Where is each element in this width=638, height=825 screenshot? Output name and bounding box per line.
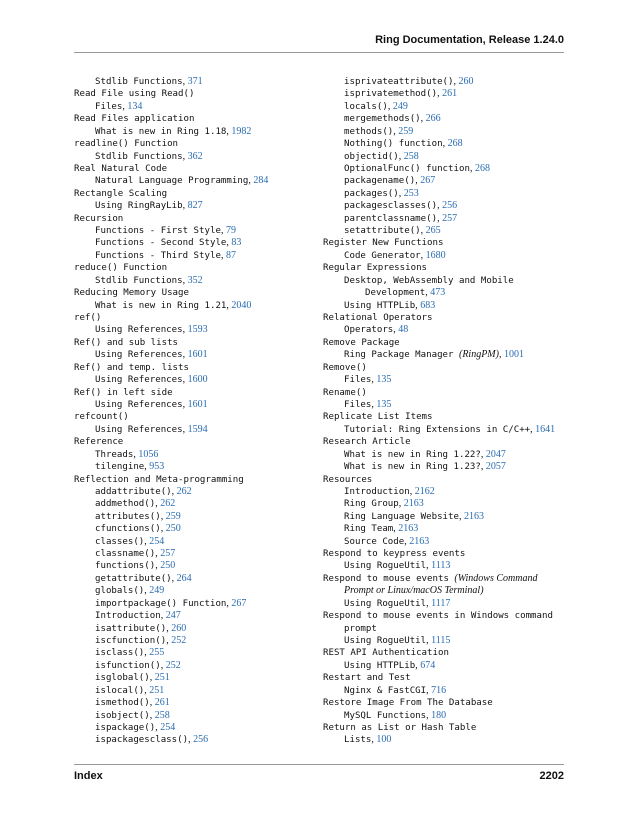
footer-rule: [74, 764, 564, 765]
page-reference-link[interactable]: 259: [398, 125, 414, 137]
index-subterm: Using References, 1601: [95, 398, 208, 410]
index-term: [74, 188, 310, 200]
index-term-label: iscfunction(): [95, 635, 167, 646]
index-subterm: ismethod(), 261: [95, 697, 170, 709]
index-subterm: Using RingRayLib, 827: [95, 200, 203, 212]
index-subterm: Files, 134: [95, 100, 143, 112]
index-term-label: Using HTTPLib: [344, 660, 416, 671]
index-term-label: What is new in Ring 1.22?: [344, 449, 481, 460]
index-term: [323, 387, 564, 399]
index-term-label: importpackage() Function: [95, 598, 227, 609]
index-subterm: Ring Language Website, 2163: [344, 510, 484, 522]
page-reference-link[interactable]: 1001: [503, 349, 524, 361]
index-term-label: Respond to mouse events: [323, 573, 455, 584]
page-reference-link[interactable]: 1641: [535, 423, 556, 435]
index-term-label: attributes(): [95, 511, 161, 522]
page-reference-link[interactable]: 371: [187, 76, 203, 87]
index-term: [74, 411, 310, 423]
index-subterm: isobject(), 258: [95, 709, 170, 721]
index-term: [323, 362, 564, 374]
index-term-label: Nginx & FastCGI: [344, 685, 427, 696]
index-subterm: Code Generator, 1680: [344, 249, 446, 261]
index-term-label: readline() Function: [74, 139, 179, 150]
index-subterm: isattribute(), 260: [95, 622, 187, 634]
index-term-label: Code Generator: [344, 250, 421, 261]
index-term: [74, 88, 310, 100]
index-subterm: locals(), 249: [344, 100, 408, 112]
index-subterm: objectid(), 258: [344, 150, 419, 162]
page-reference-link[interactable]: 264: [176, 572, 192, 584]
index-term-label: Using References: [95, 399, 183, 410]
index-term: [323, 262, 564, 274]
index-term-label: ref(): [74, 313, 102, 324]
index-term: [74, 387, 310, 399]
index-term-label: Files: [344, 399, 372, 410]
index-term: [74, 262, 310, 274]
index-subterm: methods(), 259: [344, 125, 414, 137]
index-subterm: attributes(), 259: [95, 510, 181, 522]
index-term-label: Using References: [95, 350, 183, 361]
index-subterm: functions(), 250: [95, 560, 176, 572]
index-term-label: Natural Language Programming: [95, 176, 249, 187]
index-subterm: Functions - First Style, 79: [95, 225, 236, 237]
index-subterm: What is new in Ring 1.22?, 2047: [344, 448, 506, 460]
index-term-label: Using References: [95, 375, 183, 386]
page-reference-link[interactable]: 2163: [463, 510, 484, 522]
index-term-label: Files: [344, 375, 372, 386]
page-reference-link[interactable]: 266: [425, 113, 441, 125]
page-reference-link[interactable]: 2163: [398, 523, 419, 535]
header-rule: [74, 52, 564, 53]
index-term-label: tilengine: [95, 462, 145, 473]
index-column-right: [323, 76, 564, 747]
index-term: [323, 474, 564, 486]
index-subterm: mergemethods(), 266: [344, 113, 441, 125]
page-reference-link[interactable]: 362: [187, 150, 203, 162]
index-term-label: Ring Language Website: [344, 511, 459, 522]
index-subterm: islocal(), 251: [95, 684, 165, 696]
index-term-label: Respond to mouse events in Windows command prompt: [323, 611, 553, 634]
index-term-label: packagesclasses(): [344, 201, 438, 212]
index-term-label: globals(): [95, 586, 145, 597]
page-reference-link[interactable]: 827: [187, 200, 203, 212]
index-term-label: Ref() and temp. lists: [74, 362, 189, 373]
index-subterm: isprivatemethod(), 261: [344, 88, 458, 100]
index-term-label: cfunctions(): [95, 524, 161, 535]
index-subterm: Desktop, WebAssembly and Mobile Development, 473: [344, 275, 514, 299]
index-term-label: Reference: [74, 437, 124, 448]
page-reference-link[interactable]: 260: [458, 76, 474, 87]
index-subterm: What is new in Ring 1.23?, 2057: [344, 461, 506, 473]
page-reference-link[interactable]: 284: [253, 175, 269, 187]
index-term-label: functions(): [95, 561, 156, 572]
index-subterm: Ring Team, 2163: [344, 523, 419, 535]
index-term-label: Rename(): [323, 387, 367, 398]
index-term-label: Operators: [344, 325, 394, 336]
index-subterm: ispackage(), 254: [95, 721, 176, 733]
index-subterm: Using HTTPLib, 674: [344, 659, 436, 671]
index-subterm: addmethod(), 262: [95, 498, 176, 510]
index-term-label: objectid(): [344, 151, 399, 162]
page-reference-link[interactable]: 259: [165, 510, 181, 522]
index-subterm: Functions - Second Style, 83: [95, 237, 242, 249]
index-term-label: Threads: [95, 449, 134, 460]
index-term: [323, 722, 564, 734]
index-subterm: Using References, 1593: [95, 324, 208, 336]
index-term-label: Desktop, WebAssembly and Mobile Development: [344, 275, 514, 299]
page-reference-link[interactable]: 87: [225, 249, 236, 261]
index-term-label: isglobal(): [95, 673, 150, 684]
index-term: [323, 610, 564, 635]
index-term-label: refcount(): [74, 412, 129, 423]
footer-section-label: Index: [74, 770, 103, 782]
page-reference-link[interactable]: 1113: [431, 560, 451, 572]
index-term-label: Functions - Third Style: [95, 250, 221, 261]
index-term: [323, 337, 564, 349]
page-reference-link[interactable]: 2057: [485, 461, 506, 473]
index-term-label: What is new in Ring 1.18: [95, 126, 227, 137]
index-subterm: classname(), 257: [95, 548, 176, 560]
index-subterm: Stdlib Functions, 352: [95, 274, 203, 286]
page-reference-link[interactable]: 1115: [431, 634, 451, 646]
page-reference-link[interactable]: 262: [176, 485, 192, 497]
index-term-label: Using References: [95, 325, 183, 336]
index-term-label: Read File using Read(): [74, 89, 195, 100]
page-reference-link[interactable]: 1600: [187, 374, 208, 386]
index-term-label: Using RogueUtil: [344, 635, 427, 646]
page-reference-link[interactable]: 249: [149, 585, 165, 597]
index-term-label: Using References: [95, 424, 183, 435]
page-reference-link[interactable]: 258: [403, 150, 419, 162]
page-reference-link[interactable]: 257: [160, 548, 176, 560]
index-term: [74, 138, 310, 150]
index-term-label: Regular Expressions: [323, 263, 428, 274]
page-reference-link[interactable]: 1601: [187, 349, 208, 361]
page-reference-link[interactable]: 256: [193, 734, 209, 746]
index-term: [74, 474, 310, 486]
index-term: [323, 647, 564, 659]
index-term-label: Reflection and Meta-programming: [74, 474, 244, 485]
page-reference-link[interactable]: 251: [149, 684, 165, 696]
page-reference-link[interactable]: 674: [420, 659, 436, 671]
index-term-label: mergemethods(): [344, 114, 421, 125]
index-subterm: Introduction, 2162: [344, 485, 435, 497]
index-subterm: What is new in Ring 1.18, 1982: [95, 125, 252, 137]
index-term-label: reduce() Function: [74, 263, 168, 274]
index-subterm: isclass(), 255: [95, 647, 165, 659]
index-subterm: MySQL Functions, 180: [344, 709, 447, 721]
index-subterm: OptionalFunc() function, 268: [344, 162, 490, 174]
index-subterm: classes(), 254: [95, 535, 165, 547]
page-reference-link[interactable]: 251: [154, 672, 170, 684]
index-term-label: Read Files application: [74, 114, 195, 125]
page-reference-link[interactable]: 260: [171, 622, 187, 634]
index-term-label: What is new in Ring 1.21: [95, 300, 227, 311]
index-term-label: Using RingRayLib: [95, 201, 183, 212]
index-term: [74, 312, 310, 324]
index-term-label: locals(): [344, 101, 388, 112]
index-term: [323, 411, 564, 423]
index-subterm: Tutorial: Ring Extensions in C/C++, 1641: [344, 423, 556, 435]
index-subterm: Using RogueUtil, 1115: [344, 634, 451, 646]
page-reference-link[interactable]: 135: [376, 398, 392, 410]
index-term-label: REST API Authentication: [323, 648, 449, 659]
index-term-label: isfunction(): [95, 660, 161, 671]
index-subterm: Functions - Third Style, 87: [95, 249, 236, 261]
page-reference-link[interactable]: 254: [149, 535, 165, 547]
index-term: [323, 697, 564, 709]
index-subterm: Threads, 1056: [95, 448, 159, 460]
index-term-label: parentclassname(): [344, 213, 438, 224]
page-reference-link[interactable]: 261: [154, 697, 170, 709]
index-term-label: Stdlib Functions: [95, 275, 183, 286]
page-reference-link[interactable]: 267: [420, 175, 436, 187]
index-term-label: Replicate List Items: [323, 412, 433, 423]
page-reference-link[interactable]: 1982: [231, 125, 252, 137]
page-reference-link[interactable]: 100: [376, 734, 392, 746]
index-term-label: Research Article: [323, 437, 411, 448]
page-reference-link[interactable]: 83: [231, 237, 242, 249]
index-subterm: Source Code, 2163: [344, 535, 430, 547]
index-term-label: setattribute(): [344, 226, 421, 237]
index-term-label: Introduction: [95, 611, 161, 622]
index-term-label: Register New Functions: [323, 238, 444, 249]
index-subterm: ispackagesclass(), 256: [95, 734, 209, 746]
page-reference-link[interactable]: 2162: [414, 485, 435, 497]
footer-page-number: 2202: [539, 770, 564, 782]
page-reference-link[interactable]: 267: [231, 597, 247, 609]
page-reference-link[interactable]: 250: [165, 523, 181, 535]
index-subterm: isglobal(), 251: [95, 672, 170, 684]
index-subterm: Using RogueUtil, 1117: [344, 597, 451, 609]
index-term-label: Remove Package: [323, 337, 400, 348]
index-term-label: ispackagesclass(): [95, 735, 189, 746]
index-term-label: isobject(): [95, 710, 150, 721]
page-reference-link[interactable]: 1117: [431, 597, 451, 609]
index-subterm: Nothing() function, 268: [344, 138, 463, 150]
page-reference-link[interactable]: 48: [398, 324, 409, 336]
index-term-label: Resources: [323, 474, 373, 485]
index-subterm: Operators, 48: [344, 324, 409, 336]
index-subterm: parentclassname(), 257: [344, 212, 458, 224]
index-subterm: Using References, 1594: [95, 423, 208, 435]
page-reference-link[interactable]: 180: [431, 709, 447, 721]
index-term: [323, 436, 564, 448]
index-term-label: Tutorial: Ring Extensions in C/C++: [344, 424, 531, 435]
index-subterm: Stdlib Functions, 371: [95, 76, 203, 87]
page-reference-link[interactable]: 2040: [231, 299, 252, 311]
index-term: [323, 672, 564, 684]
index-term-label: Nothing() function: [344, 139, 443, 150]
index-term: [323, 573, 564, 598]
page-reference-link[interactable]: 262: [160, 498, 176, 510]
index-term: [74, 113, 310, 125]
index-term-label: ismethod(): [95, 698, 150, 709]
index-term: [74, 337, 310, 349]
index-term-label: OptionalFunc() function: [344, 163, 470, 174]
index-term-label: isattribute(): [95, 623, 167, 634]
index-term-label: Functions - Second Style: [95, 238, 227, 249]
index-subterm: Lists, 100: [344, 734, 392, 746]
page-reference-link[interactable]: 352: [187, 274, 203, 286]
page-reference-link[interactable]: 253: [403, 187, 419, 199]
index-term: [74, 287, 310, 299]
index-term: [74, 163, 310, 175]
index-subterm: Using RogueUtil, 1113: [344, 560, 451, 572]
index-term-qualifier: (Windows Command Prompt or Linux/macOS Terminal): [344, 572, 538, 597]
index-subterm: Using HTTPLib, 683: [344, 299, 436, 311]
page-reference-link[interactable]: 256: [442, 200, 458, 212]
page-reference-link[interactable]: 135: [376, 374, 392, 386]
index-column-left: [74, 76, 310, 747]
page-reference-link[interactable]: 261: [442, 88, 458, 100]
index-subterm: Stdlib Functions, 362: [95, 150, 203, 162]
index-subterm: tilengine, 953: [95, 461, 165, 473]
index-term-label: Ring Package Manager: [344, 350, 459, 361]
page-reference-link[interactable]: 268: [447, 138, 463, 150]
index-term-label: addmethod(): [95, 499, 156, 510]
page-reference-link[interactable]: 247: [165, 610, 181, 622]
index-term-label: Rectangle Scaling: [74, 188, 168, 199]
index-subterm: Ring Group, 2163: [344, 498, 424, 510]
index-subterm: packagesclasses(), 256: [344, 200, 458, 212]
page-reference-link[interactable]: 252: [171, 634, 187, 646]
index-subterm: Using References, 1600: [95, 374, 208, 386]
page-reference-link[interactable]: 683: [420, 299, 436, 311]
page-reference-link[interactable]: 134: [127, 100, 143, 112]
page-reference-link[interactable]: 255: [149, 647, 165, 659]
index-term-label: addattribute(): [95, 486, 172, 497]
index-term-label: Restore Image From The Database: [323, 698, 493, 709]
index-subterm: addattribute(), 262: [95, 485, 192, 497]
index-term-label: Source Code: [344, 536, 405, 547]
index-term-label: MySQL Functions: [344, 710, 427, 721]
index-term-label: Real Natural Code: [74, 163, 168, 174]
index-term-label: Ref() in left side: [74, 387, 173, 398]
page-reference-link[interactable]: 716: [431, 684, 447, 696]
index-term: [323, 237, 564, 249]
index-subterm: isfunction(), 252: [95, 659, 181, 671]
index-term-label: Files: [95, 101, 123, 112]
index-term-label: Lists: [344, 735, 372, 746]
index-term-label: Restart and Test: [323, 673, 411, 684]
index-subterm: iscfunction(), 252: [95, 634, 187, 646]
index-term-label: Reducing Memory Usage: [74, 288, 189, 299]
page-reference-link[interactable]: 1594: [187, 423, 208, 435]
index-subterm: Files, 135: [344, 374, 392, 386]
index-term-label: packages(): [344, 188, 399, 199]
page-reference-link[interactable]: 257: [442, 212, 458, 224]
index-term-label: Introduction: [344, 486, 410, 497]
index-term-label: Relational Operators: [323, 313, 433, 324]
index-subterm: Ring Package Manager (RingPM), 1001: [344, 349, 524, 361]
index-term-label: Functions - First Style: [95, 226, 221, 237]
page-reference-link[interactable]: 1601: [187, 398, 208, 410]
index-term-label: Using HTTPLib: [344, 300, 416, 311]
index-term-label: Using RogueUtil: [344, 598, 427, 609]
index-subterm: Using References, 1601: [95, 349, 208, 361]
index-term-label: Ring Team: [344, 524, 394, 535]
index-term-label: Remove(): [323, 362, 367, 373]
index-subterm: packages(), 253: [344, 187, 419, 199]
page-reference-link[interactable]: 2047: [485, 448, 506, 460]
index-term-label: Ref() and sub lists: [74, 337, 179, 348]
index-subterm: Introduction, 247: [95, 610, 181, 622]
index-term-label: isprivateattribute(): [344, 77, 454, 87]
index-term-label: What is new in Ring 1.23?: [344, 462, 481, 473]
index-term-label: Recursion: [74, 213, 124, 224]
index-subterm: globals(), 249: [95, 585, 165, 597]
index-term-label: Stdlib Functions: [95, 151, 183, 162]
index-subterm: importpackage() Function, 267: [95, 597, 247, 609]
page-reference-link[interactable]: 1056: [138, 448, 159, 460]
index-term-label: Ring Group: [344, 499, 399, 510]
index-subterm: cfunctions(), 250: [95, 523, 181, 535]
page-reference-link[interactable]: 1680: [425, 249, 446, 261]
index-term-label: isprivatemethod(): [344, 89, 438, 100]
index-term-label: isclass(): [95, 648, 145, 659]
index-subterm: isprivateattribute(), 260: [344, 76, 474, 87]
page-reference-link[interactable]: 473: [430, 287, 446, 299]
page-reference-link[interactable]: 249: [392, 100, 408, 112]
index-term-label: Return as List or Hash Table: [323, 722, 477, 733]
index-subterm: Natural Language Programming, 284: [95, 175, 269, 187]
index-term-label: Stdlib Functions: [95, 77, 183, 87]
index-term-label: classname(): [95, 549, 156, 560]
index-term-label: ispackage(): [95, 722, 156, 733]
index-term-label: methods(): [344, 126, 394, 137]
index-term: [323, 312, 564, 324]
running-header-title: Ring Documentation, Release 1.24.0: [375, 34, 564, 46]
index-subterm: Files, 135: [344, 398, 392, 410]
index-subterm: packagename(), 267: [344, 175, 436, 187]
index-term-label: islocal(): [95, 685, 145, 696]
page-reference-link[interactable]: 252: [165, 659, 181, 671]
index-term-label: classes(): [95, 536, 145, 547]
index-term: [74, 436, 310, 448]
index-subterm: Nginx & FastCGI, 716: [344, 684, 447, 696]
index-term-label: Respond to keypress events: [323, 549, 466, 560]
index-term-label: packagename(): [344, 176, 416, 187]
page-reference-link[interactable]: 265: [425, 225, 441, 237]
page-reference-link[interactable]: 2163: [409, 535, 430, 547]
index-term: [74, 213, 310, 225]
index-term-label: getattribute(): [95, 573, 172, 584]
index-term: [323, 548, 564, 560]
page-reference-link[interactable]: 79: [225, 225, 236, 237]
index-term-label: Using RogueUtil: [344, 561, 427, 572]
index-term-qualifier: (RingPM): [458, 349, 499, 361]
index-subterm: What is new in Ring 1.21, 2040: [95, 299, 252, 311]
index-subterm: setattribute(), 265: [344, 225, 441, 237]
index-term: [74, 362, 310, 374]
page-reference-link[interactable]: 953: [149, 461, 165, 473]
page-reference-link[interactable]: 2163: [403, 498, 424, 510]
page-reference-link[interactable]: 250: [160, 560, 176, 572]
index-subterm: getattribute(), 264: [95, 572, 192, 584]
page-reference-link[interactable]: 268: [474, 162, 490, 174]
page-reference-link[interactable]: 1593: [187, 324, 208, 336]
page-reference-link[interactable]: 258: [154, 709, 170, 721]
page-reference-link[interactable]: 254: [160, 721, 176, 733]
